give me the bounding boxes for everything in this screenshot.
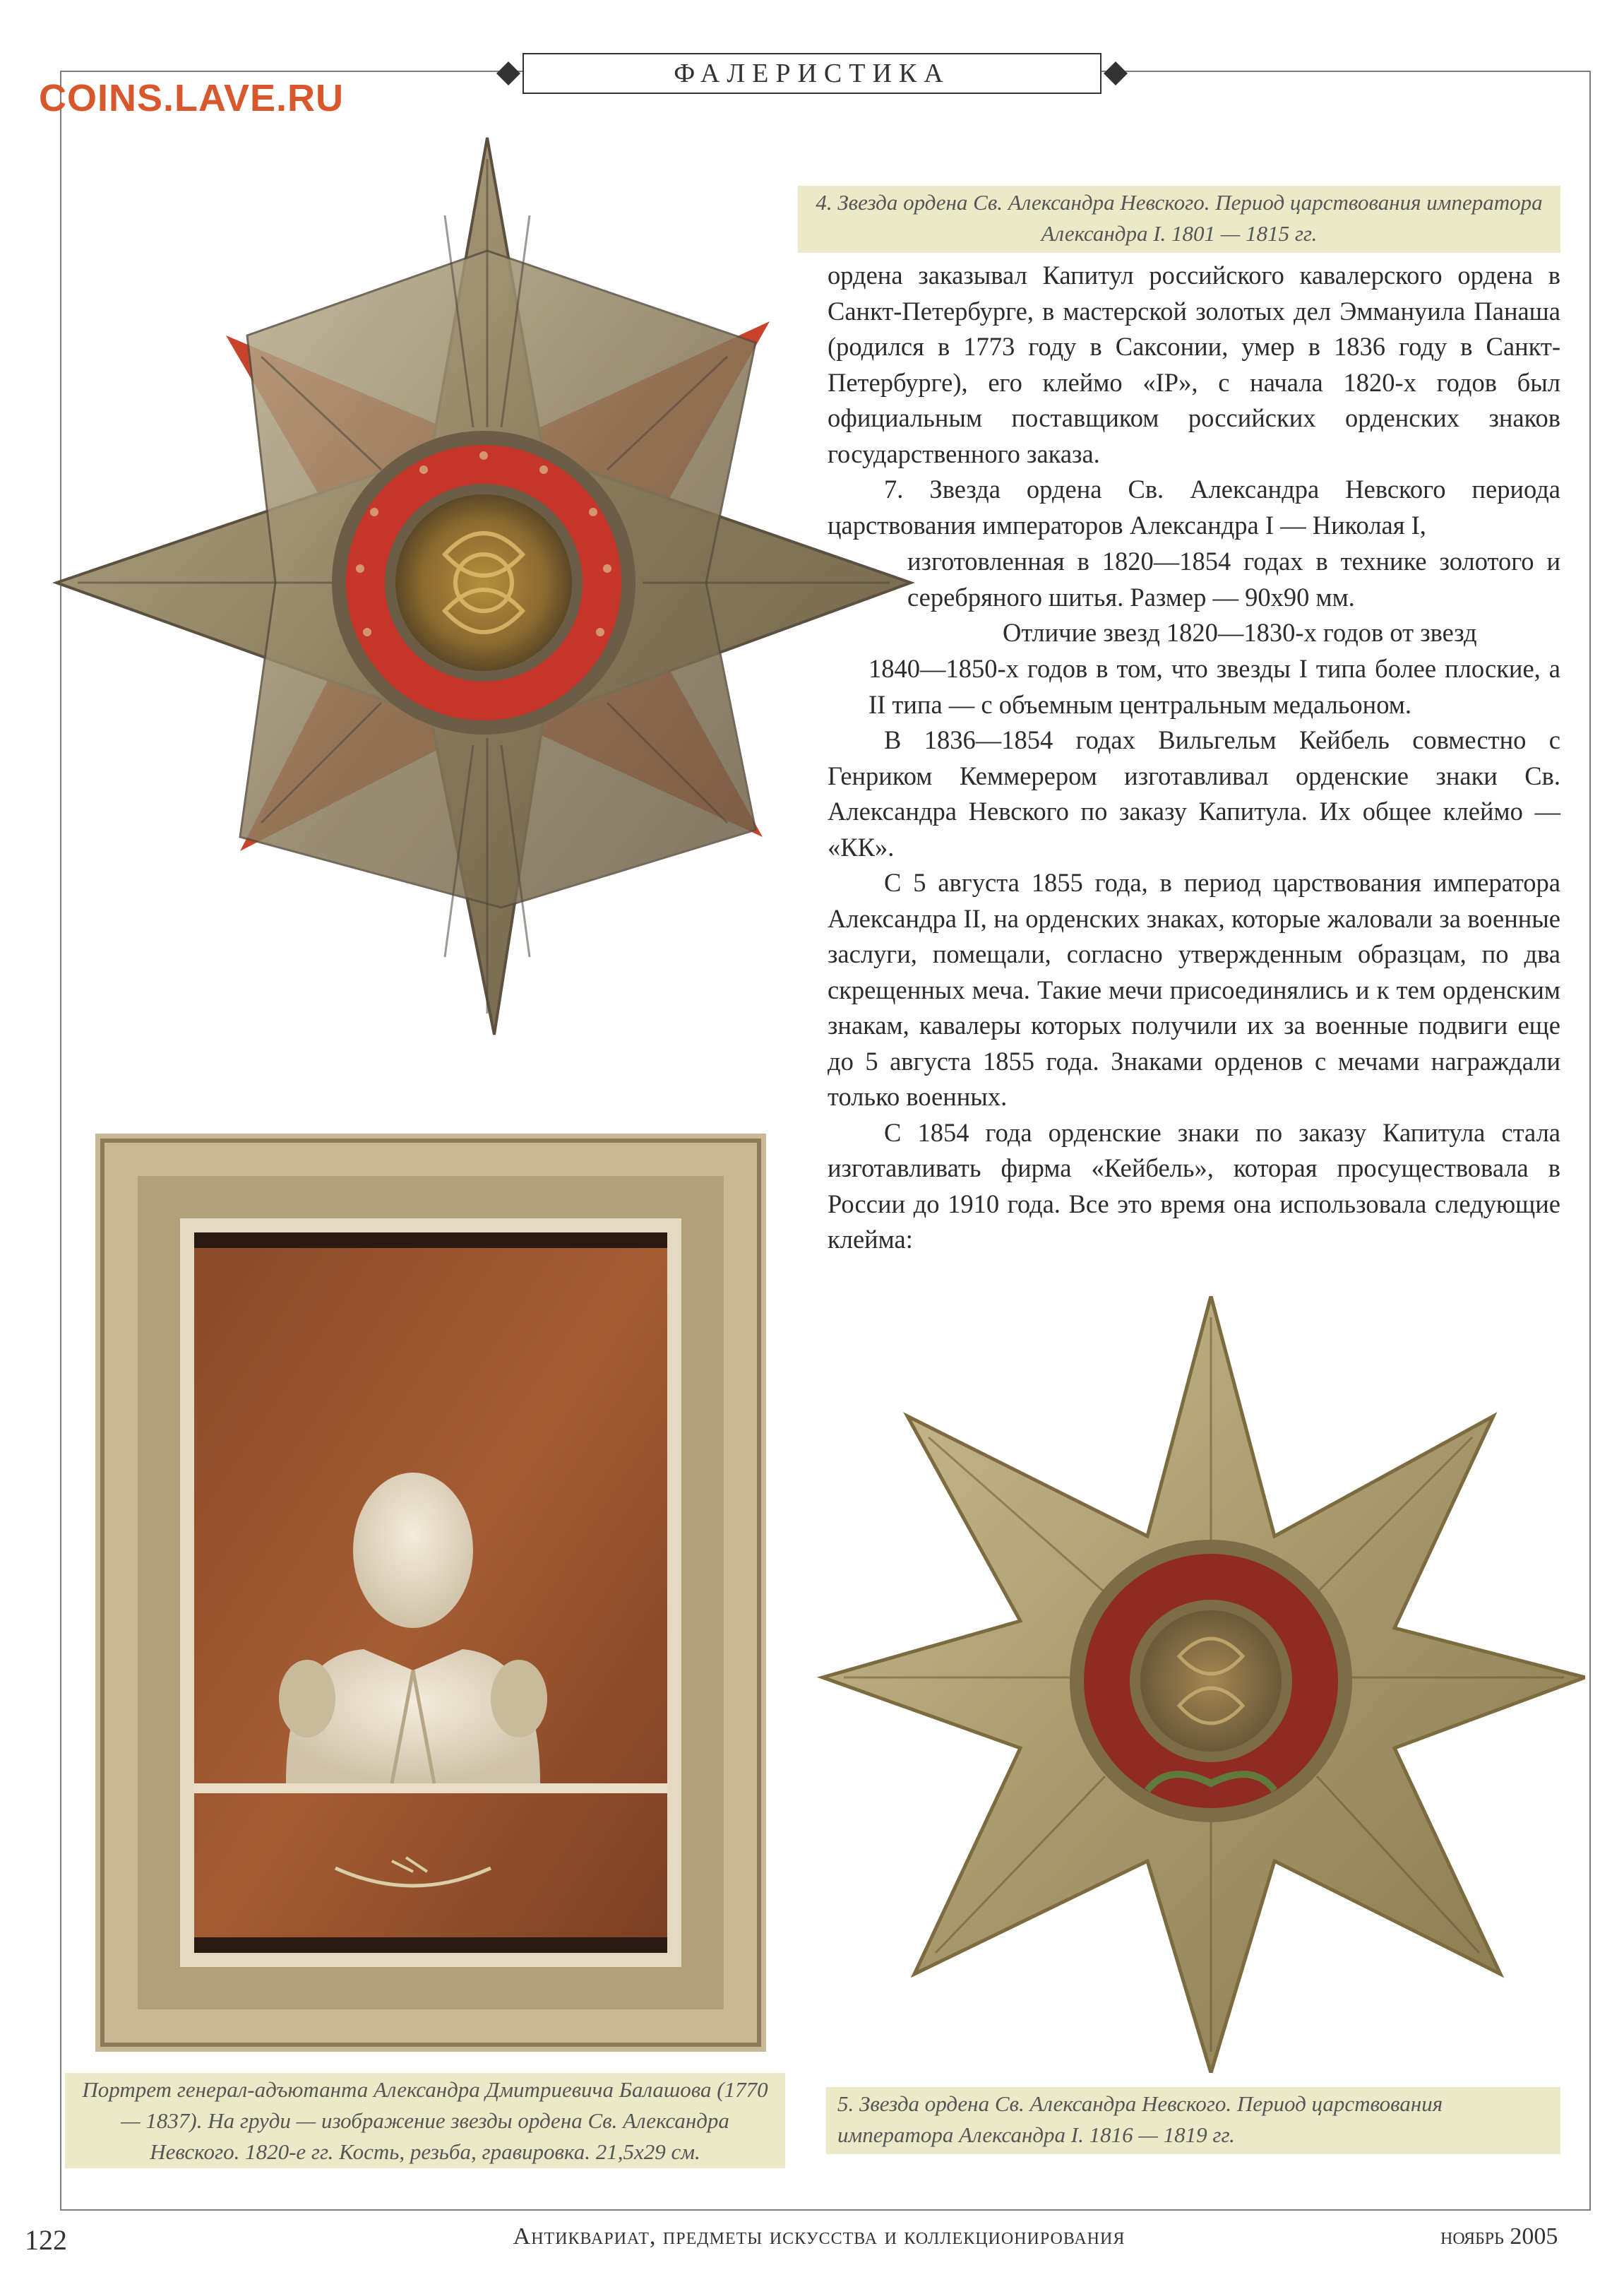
body-text-block-2 bbox=[907, 544, 1560, 615]
body-text-block-5 bbox=[828, 723, 1560, 1258]
star5-image bbox=[816, 1296, 1585, 2073]
body-text-block-3 bbox=[1003, 615, 1560, 651]
order-star-icon bbox=[816, 1296, 1585, 2073]
body-text-block-1 bbox=[828, 258, 1560, 543]
paragraph-4: С 5 августа 1855 года, в период царствования императора Александра II, на орденских знаках, которые жаловали за военные заслуги, помещали, согласно утвержденным образцам, по два скрещенных меча. Такие мечи присоединялись и к тем орденским знакам, кавалеры которых получили их за военные подвиги еще до 5 августа 1855 года. Знаками орденов с мечами награждали только военных. bbox=[828, 868, 1560, 1111]
portrait-image bbox=[95, 1134, 766, 2052]
section-header bbox=[494, 53, 1130, 94]
caption-star5: 5. Звезда ордена Св. Александра Невского. Период царствования императора Александра I. 1816 — 1819 гг. bbox=[826, 2087, 1560, 2154]
order-star-icon bbox=[49, 131, 925, 1042]
section-title: ФАЛЕРИСТИКА bbox=[523, 53, 1101, 94]
caption-portrait: Портрет генерал-адъютанта Александра Дмитриевича Балашова (1770 — 1837). На груди — изображение звезды ордена Св. Александра Невского. 1820-е гг. Кость, резьба, гравировка. 21,5х29 см. bbox=[65, 2073, 785, 2168]
paragraph-2d: 1840—1850-х годов в том, что звезды I типа более плоские, а II типа — с объемным центральным медальоном. bbox=[868, 654, 1560, 719]
paragraph-5: С 1854 года орденские знаки по заказу Капитула стала изготавливать фирма «Кейбель», которая просуществовала в России до 1910 года. Все это время она использовала следующие клейма: bbox=[828, 1117, 1560, 1254]
watermark-logo: COINS.LAVE.RU bbox=[39, 77, 345, 119]
paragraph-2b: изготовленная в 1820—1854 годах в технике золотого и серебряного шитья. Размер — 90х90 мм. bbox=[907, 547, 1560, 612]
caption-star4: 4. Звезда ордена Св. Александра Невского. Период царствования императора Александра I. 1801 — 1815 гг. bbox=[798, 186, 1560, 253]
header-diamond-right-icon bbox=[1104, 61, 1128, 85]
issue-date: ноябрь 2005 bbox=[1440, 2223, 1558, 2250]
paragraph-3: В 1836—1854 годах Вильгельм Кейбель совместно с Генриком Кеммерером изготавливал орденские знаки Св. Александра Невского по заказу Капитула. Их общее клеймо — «КК». bbox=[828, 725, 1560, 862]
magazine-title: Антиквариат, предметы искусства и коллекционирования bbox=[513, 2223, 1126, 2250]
framed-bust-portrait-icon bbox=[95, 1134, 766, 2052]
page-number: 122 bbox=[25, 2224, 67, 2256]
paragraph-2a: 7. Звезда ордена Св. Александра Невского периода царствования императоров Александра I — Николая I, bbox=[828, 475, 1560, 540]
star4-image bbox=[49, 131, 925, 1042]
body-text-block-4 bbox=[868, 651, 1560, 723]
paragraph-1: ордена заказывал Капитул российского кавалерского ордена в Санкт-Петербурге, в мастерской золотых дел Эммануила Панаша (родился в 1773 году в Саксонии, умер в 1836 году в Санкт-Петербурге), его клеймо «IP», с начала 1820-х годов был официальным поставщиком российских орденских знаков государственного заказа. bbox=[828, 261, 1560, 468]
header-diamond-left-icon bbox=[496, 61, 520, 85]
paragraph-2c: Отличие звезд 1820—1830-х годов от звезд bbox=[1003, 618, 1477, 647]
